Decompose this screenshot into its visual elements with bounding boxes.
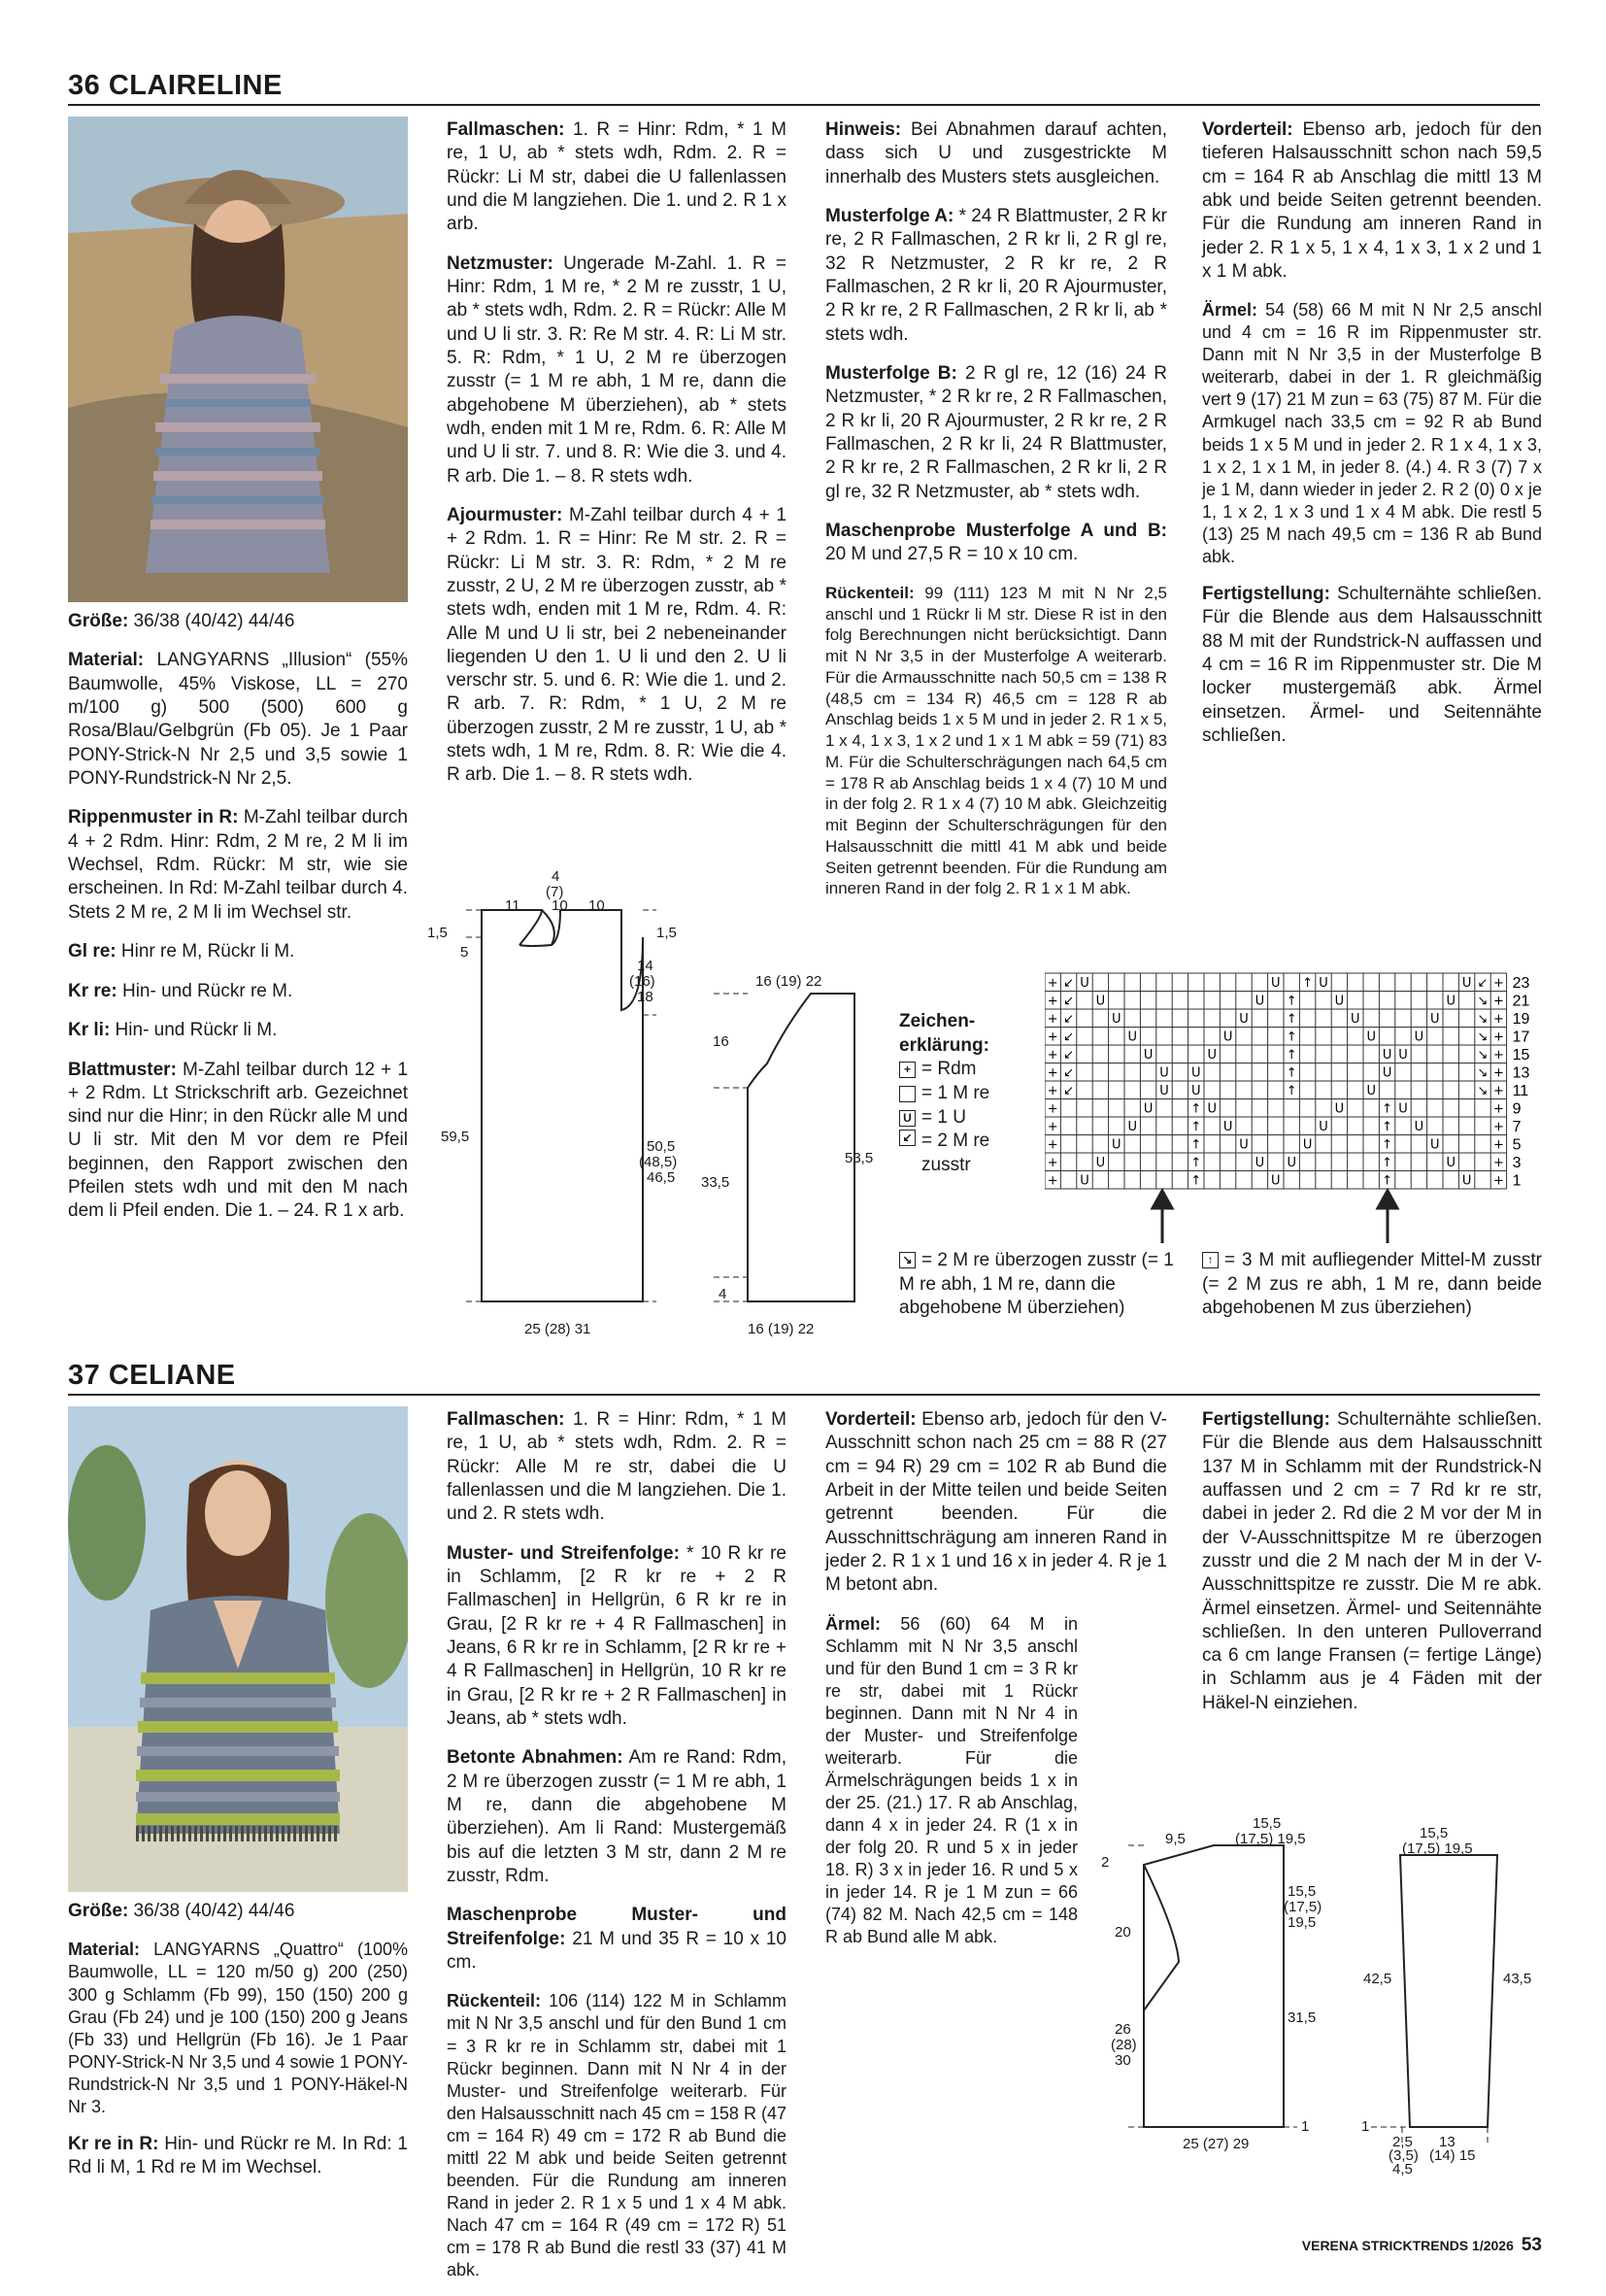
chart-stitch-symbol: U	[1207, 1101, 1217, 1117]
dim-label: 15,5	[1253, 1815, 1282, 1832]
chart-stitch-symbol: ↑	[1302, 975, 1314, 991]
chart-stitch-symbol: ↘	[1477, 1011, 1489, 1027]
betonte-abnahmen-37: Betonte Abnahmen: Am re Rand: Rdm, 2 M re überzogen zusstr (= 1 M re abh, 1 M re, dann die abgehobene M überziehen). Am li Rand: Mustergemäß bis auf die letzten 3 M str, dann 2 M re zusstr, Rdm.	[447, 1747, 786, 1886]
chart-stitch-symbol: ↙	[1063, 1047, 1075, 1063]
chart-stitch-symbol: U	[1159, 1083, 1169, 1098]
chart-stitch-symbol: ↑	[1190, 1101, 1202, 1117]
dim-label: 25 (27) 29	[1183, 2136, 1250, 2152]
chart-stitch-symbol: ↑	[1382, 1101, 1393, 1117]
chart-stitch-symbol: ↑	[1190, 1137, 1202, 1153]
chart-selvage-stitch: +	[1047, 1083, 1058, 1098]
chart-stitch-symbol: ↑	[1382, 1155, 1393, 1170]
column-37-2	[447, 1408, 786, 2296]
dim-label: 4	[552, 868, 560, 885]
chart-selvage-stitch: +	[1047, 975, 1058, 991]
column-36-3	[825, 118, 1167, 914]
blattmuster-36: Blattmuster: M-Zahl teilbar durch 12 + 1 + 2 Rdm. Lt Strickschrift arb. Gezeichnet sind nur die Hinr; in den Rückr alle M und U li str. Mit den M vor dem re Pfeil beginnen, den Rapport zwischen den Pfeilen stets wdh und mit den M nach dem li Pfeil enden. Die 1. – 24. R 1 x arb.	[68, 1059, 408, 1222]
page-footer	[1302, 2234, 1542, 2257]
sleeve-schematic-37	[1342, 1826, 1546, 2176]
chart-selvage-stitch: +	[1047, 1173, 1058, 1189]
chart-selvage-stitch: +	[1492, 1011, 1504, 1027]
chart-stitch-symbol: ↙	[1063, 1011, 1075, 1027]
chart-stitch-symbol: U	[1127, 1030, 1137, 1045]
material-37: Material: LANGYARNS „Quattro“ (100% Baumwolle, LL = 120 m/50 g) 200 (250) 300 g Schlamm (Fb 99), 150 (150) 200 g Grau (Fb 24) und je 100 (150) 200 g Jeans (Fb 33) und Hellgrün (Fb 16). Je 1 Paar PONY-Strick-N Nr 3,5 und 4 sowie 1 PONY-Rundstrick-N Nr 3,5 und 1 PONY-Häkel-N Nr 3.	[68, 1940, 408, 2116]
musterfolge-a-36: Musterfolge A: * 24 R Blattmuster, 2 R kr re, 2 R Fallmaschen, 2 R kr li, 2 R gl re, 32 R Netzmuster, 2 R kr re, 2 R Fallmaschen, 2 R kr li, 20 R Ajourmuster, 2 R kr re, 2 R Fallmaschen, 2 R kr li, ab * stets wdh.	[825, 206, 1167, 345]
dim-label: 33,5	[701, 1174, 730, 1191]
dim-label: 1,5	[656, 925, 677, 941]
chart-stitch-symbol: U	[1095, 1155, 1106, 1170]
chart-legend-36	[899, 1010, 1045, 1178]
knitting-chart-36	[1045, 971, 1559, 1200]
dim-label: 46,5	[647, 1169, 676, 1186]
aermel-37: Ärmel: 56 (60) 64 M in Schlamm mit N Nr 3,5 anschl und für den Bund 1 cm = 3 R kr re str, dabei mit 1 Rückr beginnen. Dann mit N Nr 4 in der Muster- und Streifenfolge weiterarb. Für die Ärmelschrägungen beids 1 x in der 25. (21.) 17. R ab Anschlag, dann 4 x in jeder 24. R (1 x in der folg 20. R und 5 x in jeder 18. R) 3 x in jeder 16. R und 5 x in jeder 14. R je 1 M zun = 66 (74) 82 M. Nach 42,5 cm = 148 R ab Bund alle M abk.	[825, 1613, 1078, 1947]
knitting-chart-grid	[1045, 971, 1559, 1200]
dim-label: 31,5	[1288, 2009, 1317, 2026]
chart-end-arrow-icon	[1373, 1187, 1402, 1245]
chart-stitch-symbol: U	[1446, 994, 1455, 1009]
chart-stitch-symbol: ↙	[1063, 1083, 1075, 1098]
chart-row-number: 5	[1512, 1136, 1522, 1154]
body-schematic-36	[427, 869, 719, 1345]
dim-label: 5	[460, 944, 469, 961]
chart-stitch-symbol: U	[1080, 975, 1089, 991]
chart-stitch-symbol: U	[1351, 1011, 1360, 1027]
legend-mittel: ↑ = 3 M mit aufliegender Mittel-M zusstr (= 2 M zus re abh, 1 M re, dann beide abgehobenen M zus überziehen)	[1202, 1250, 1542, 1319]
dim-label: 25 (28) 31	[524, 1321, 591, 1337]
chart-selvage-stitch: +	[1492, 1137, 1504, 1153]
dim-label: (17,5) 19,5	[1402, 1840, 1473, 1857]
chart-stitch-symbol: U	[1319, 1119, 1328, 1134]
chart-stitch-symbol: U	[1398, 1047, 1408, 1063]
groesse-36: Größe: 36/38 (40/42) 44/46	[68, 611, 295, 631]
chart-stitch-symbol: U	[1159, 1065, 1169, 1081]
chart-selvage-stitch: +	[1047, 1101, 1058, 1117]
chart-stitch-symbol: ↑	[1190, 1119, 1202, 1134]
chart-stitch-symbol: U	[1334, 1101, 1345, 1117]
chart-stitch-symbol: ↙	[1063, 1030, 1075, 1045]
dim-label: 16	[713, 1033, 729, 1050]
chart-stitch-symbol: U	[1334, 994, 1345, 1009]
chart-stitch-symbol: ↑	[1286, 1011, 1297, 1027]
kr-re-36: Kr re: Hin- und Rückr re M.	[68, 980, 293, 1001]
dim-label: 13	[1439, 2134, 1455, 2150]
body-schematic-37	[1089, 1815, 1322, 2152]
s2kpo-icon: ↑	[1202, 1252, 1219, 1268]
dim-label: 59,5	[441, 1129, 470, 1145]
chart-row-number: 1	[1512, 1172, 1522, 1190]
magazine-issue: VERENA STRICKTRENDS 1/2026	[1301, 2238, 1514, 2253]
chart-stitch-symbol: U	[1302, 1137, 1313, 1153]
dim-label: 9,5	[1165, 1831, 1186, 1847]
chart-stitch-symbol: ↘	[1477, 1047, 1489, 1063]
dim-label: (17,5)	[1284, 1899, 1322, 1915]
chart-stitch-symbol: U	[1222, 1119, 1233, 1134]
kr-li-36: Kr li: Hin- und Rückr li M.	[68, 1020, 278, 1041]
chart-stitch-symbol: ↑	[1286, 1030, 1297, 1045]
chart-stitch-symbol: U	[1191, 1083, 1201, 1098]
chart-stitch-symbol: U	[1112, 1011, 1121, 1027]
legend-title: Zeichen-erklärung:	[899, 1011, 989, 1056]
chart-selvage-stitch: +	[1047, 1065, 1058, 1081]
page-number: 53	[1521, 2235, 1542, 2255]
chart-row-number: 15	[1512, 1046, 1530, 1064]
rueckenteil-37: Rückenteil: 106 (114) 122 M in Schlamm mit N Nr 3,5 anschl und für den Bund 1 cm = 3 R kr re in Schlamm str, dabei mit 1 Rückr beginnen. Dann mit N Nr 4 in der Muster- und Streifenfolge weiterarb. Für den Halsausschnitt nach 45 cm = 158 R (47 cm = 164 R) 49 cm = 172 R ab Bund die mittl 22 M abk und beide Seiten getrennt beenden. Für die Rundung am inneren Rand in jeder 2. R 1 x 5 und 1 x 4 M abk. Nach 47 cm = 164 R (49 cm = 172 R) 51 cm = 178 R ab Bund die restl 33 (37) 41 M abk.	[447, 1991, 786, 2279]
chart-stitch-symbol: U	[1222, 1030, 1233, 1045]
chart-stitch-symbol: U	[1414, 1030, 1424, 1045]
chart-selvage-stitch: +	[1492, 1030, 1504, 1045]
pattern-title-36: 36 CLAIRELINE	[68, 70, 283, 101]
chart-stitch-symbol: U	[1319, 975, 1328, 991]
dim-label: 43,5	[1503, 1971, 1532, 1987]
chart-stitch-symbol: U	[1095, 994, 1106, 1009]
chart-row-number: 9	[1512, 1100, 1522, 1118]
chart-stitch-symbol: U	[1287, 1155, 1296, 1170]
chart-stitch-symbol: U	[1366, 1030, 1376, 1045]
gl-re-36: Gl re: Hinr re M, Rückr li M.	[68, 941, 295, 962]
fertigstellung-37: Fertigstellung: Schulternähte schließen. Für die Blende aus dem Halsausschnitt 137 M in Schlamm mit der Rundstrick-N auffassen und 2 cm = 7 Rd kr re str, dabei in jeder 2. Rd die 2 M vor der M in der V-Ausschnittspitze M re überzogen zusstr und die 2 M nach der M in der V-Ausschnittspitze re zusstr. Die M re abk. Ärmel einsetzen. Ärmel- und Seitennähte schließen. In den unteren Pulloverrand ca 6 cm lange Fransen (= fertige Länge) in Schlamm aus je 4 Fäden mit der Häkel-N einziehen.	[1202, 1409, 1542, 1713]
chart-stitch-symbol: ↑	[1190, 1155, 1202, 1170]
chart-stitch-symbol: U	[1255, 1155, 1265, 1170]
dim-label: 26	[1115, 2021, 1131, 2038]
chart-selvage-stitch: +	[1492, 1047, 1504, 1063]
dim-label: (17,5) 19,5	[1235, 1831, 1306, 1847]
dim-label: 15,5	[1420, 1825, 1449, 1841]
chart-stitch-symbol: U	[1271, 1173, 1281, 1189]
yarn-over-icon: U	[899, 1110, 916, 1127]
dim-label: 4,5	[1392, 2161, 1413, 2178]
chart-stitch-symbol: U	[1255, 994, 1265, 1009]
chart-stitch-symbol: U	[1398, 1101, 1408, 1117]
chart-selvage-stitch: +	[1492, 994, 1504, 1009]
maschenprobe-37: Maschenprobe Muster- und Streifenfolge: 21 M und 35 R = 10 x 10 cm.	[447, 1905, 786, 1973]
chart-selvage-stitch: +	[1047, 1155, 1058, 1170]
chart-stitch-symbol: ↘	[1477, 1030, 1489, 1045]
chart-stitch-symbol: ↑	[1286, 1065, 1297, 1081]
column-37-4	[1202, 1408, 1542, 1731]
dim-label: 1	[1361, 2118, 1370, 2135]
groesse-37: Größe: 36/38 (40/42) 44/46	[68, 1901, 295, 1921]
dim-label: (16)	[629, 973, 655, 990]
legend-re: = 1 M re	[899, 1082, 1045, 1106]
column-36-1	[68, 610, 408, 1239]
title-rule-37	[68, 1394, 1540, 1396]
netzmuster-36: Netzmuster: Ungerade M-Zahl. 1. R = Hinr: Rdm, 1 M re, * 2 M re zusstr, 1 U, ab * stets wdh, Rdm. 2. R = Rückr: Alle M und U li str. 3. R: Re M str. 4. R: Li M str. 5. R: Rdm, * 1 U, 2 M re überzogen zusstr (= 1 M re abh, 1 M re, dann die abgehobene M überziehen), ab * stets wdh, enden mit 1 M re, Rdm. 6. R: Alle M und U li str. 7. und 8. R: Wie die 3. und 4. R arb. Die 1. – 8. R stets wdh.	[447, 253, 786, 487]
rueckenteil-36: Rückenteil: 99 (111) 123 M mit N Nr 2,5 anschl und 1 Rückr li M str. Diese R ist in den folg Berechnungen nicht berücksichtigt. Dann mit N Nr 3,5 in der Musterfolge A weiterarb. Für die Armausschnitte nach 50,5 cm = 138 R (48,5 cm = 134 R) 46,5 cm = 128 R ab Anschlag beids 1 x 5 M und in jeder 2. R 1 x 5, 1 x 4, 1 x 3, 1 x 2 und 1 x 1 M abk = 59 (71) 83 M. Für die Schulterschrägungen nach 64,5 cm = 178 R ab Anschlag beids 1 x 4 (7) 10 M und in der folg 2. R 1 x 4 (7) 10 M abk. Gleichzeitig mit Beginn der Schulterschrägungen für den Halsausschnitt die mittl 41 M abk und beide Seiten getrennt beenden. Für die Rundung am inneren Rand in der folg 2. R 1 x 1 M abk.	[825, 583, 1168, 898]
chart-stitch-symbol: U	[1271, 975, 1281, 991]
musterfolge-b-36: Musterfolge B: 2 R gl re, 12 (16) 24 R Netzmuster, * 2 R kr re, 2 R Fallmaschen, 2 R kr li, 20 R Ajourmuster, 2 R kr re, 2 R Fallmaschen, 2 R kr li, 24 R Blattmuster, 2 R kr re, 2 R Fallmaschen, 2 R kr li, 2 R gl re, 32 R Netzmuster, ab * stets wdh.	[825, 363, 1167, 502]
dim-label: 1	[1301, 2118, 1310, 2135]
legend-u: U = 1 U	[899, 1106, 1045, 1131]
chart-stitch-symbol: ↘	[1477, 1065, 1489, 1081]
chart-stitch-symbol: ↑	[1190, 1173, 1202, 1189]
chart-stitch-symbol: ↙	[1477, 975, 1489, 991]
dim-label: 30	[1115, 2052, 1131, 2069]
chart-stitch-symbol: U	[1461, 1173, 1472, 1189]
dim-label: (7)	[546, 884, 564, 900]
fallmaschen-37: Fallmaschen: 1. R = Hinr: Rdm, * 1 M re, 1 U, ab * stets wdh, Rdm. 2. R = Rückr: Alle M re str, dabei die U fallenlassen und die M langziehen. Die 1. und 2. R stets wdh.	[447, 1409, 786, 1525]
dim-label: (3,5)	[1389, 2147, 1419, 2164]
hinweis-36: Hinweis: Bei Abnahmen darauf achten, dass sich U und zusgestrickte M innerhalb des Musters stets ausgleichen.	[825, 119, 1167, 187]
dim-label: 11	[505, 897, 520, 914]
chart-selvage-stitch: +	[1047, 1047, 1058, 1063]
chart-selvage-stitch: +	[1492, 975, 1504, 991]
dim-label: 16 (19) 22	[748, 1321, 815, 1337]
column-36-4	[1202, 118, 1542, 763]
legend-rdm: + = Rdm	[899, 1058, 1045, 1082]
chart-row-number: 3	[1512, 1154, 1522, 1171]
column-37-1	[68, 1900, 408, 2196]
chart-stitch-symbol: U	[1112, 1137, 1121, 1153]
chart-stitch-symbol: U	[1382, 1047, 1392, 1063]
dim-label: 10	[588, 897, 605, 914]
chart-stitch-symbol: ↘	[1477, 994, 1489, 1009]
aermel-36: Ärmel: 54 (58) 66 M mit N Nr 2,5 anschl und 4 cm = 16 R im Rippenmuster str. Dann mit N Nr 3,5 in der Musterfolge B weiterarb, dabei in der 1. R gleichmäßig vert 9 (17) 21 M zun = 63 (75) 87 M. Für die Armkugel nach 33,5 cm = 92 R ab Bund beids 1 x 5 M und in jeder 2. R 1 x 4, 1 x 3, 1 x 2, 1 x 1 M, in jeder 8. (4.) 4. R 3 (7) 7 x je 1 M, dann wieder in jeder 2. R 2 (0) 0 x je 1, 1 x 2, 1 x 3 und 1 x 4 M abk. Die restl 5 (13) 25 M nach 49,5 cm = 136 R ab Bund abk.	[1202, 300, 1542, 566]
dim-label: 14	[637, 958, 653, 974]
chart-stitch-symbol: ↑	[1286, 1047, 1297, 1063]
chart-row-number: 19	[1512, 1010, 1530, 1028]
k2tog-icon: ↙	[899, 1130, 916, 1146]
model-photo-37	[68, 1406, 408, 1892]
chart-selvage-stitch: +	[1492, 1119, 1504, 1134]
dim-label: (14) 15	[1429, 2147, 1476, 2164]
kr-re-37: Kr re in R: Hin- und Rückr re M. In Rd: 1 Rd li M, 1 Rd re M im Wechsel.	[68, 2134, 408, 2178]
legend-ueberzogen: ↘ = 2 M re überzogen zusstr (= 1 M re abh, 1 M re, dann die abgehobene M überziehen)	[899, 1250, 1174, 1319]
material-36: Material: LANGYARNS „Illusion“ (55% Baumwolle, 45% Viskose, LL = 270 m/100 g) 500 (500) 600 g Rosa/Blau/Gelbgrün (Fb 05). Je 1 Paar PONY-Strick-N Nr 2,5 und 3,5 sowie 1 PONY-Rundstrick-N Nr 2,5.	[68, 650, 408, 790]
ajourmuster-36: Ajourmuster: M-Zahl teilbar durch 4 + 1 + 2 Rdm. 1. R = Hinr: Re M str. 2. R = Rückr: Li M str. 3. R: Rdm, * 2 M re zusstr, 2 U, 2 M re überzogen zusstr, ab * stets wdh, enden mit 1 M re, Rdm. 4. R: Alle M und U li str, bei 2 nebeneinander liegenden U den 1. U li und den 2. U li verschr str. 5. und 6. R: Wie die 1. und 2. R arb. 7. R: Rdm, * 1 U, 2 M re überzogen zusstr, 2 M re zusstr, 1 U, ab * stets wdh, 1 M re, Rdm. 8. R: Wie die 4. R arb. Die 1. – 8. R stets wdh.	[447, 504, 786, 786]
dim-label: 10	[552, 897, 568, 914]
chart-selvage-stitch: +	[1492, 1065, 1504, 1081]
chart-stitch-symbol: ↘	[1477, 1083, 1489, 1098]
selvage-icon: +	[899, 1062, 916, 1078]
model-photo-36	[68, 117, 408, 602]
dim-label: 16 (19) 22	[755, 973, 822, 990]
dim-label: 1,5	[427, 925, 448, 941]
chart-stitch-symbol: ↙	[1063, 994, 1075, 1009]
dim-label: 15,5	[1288, 1883, 1317, 1900]
chart-selvage-stitch: +	[1492, 1173, 1504, 1189]
dim-label: 4	[719, 1286, 727, 1302]
chart-row-number: 11	[1512, 1082, 1529, 1099]
chart-selvage-stitch: +	[1047, 1011, 1058, 1027]
chart-stitch-symbol: U	[1143, 1047, 1154, 1063]
dim-label: 50,5	[647, 1138, 676, 1155]
fallmaschen-36: Fallmaschen: 1. R = Hinr: Rdm, * 1 M re, 1 U, ab * stets wdh, Rdm. 2. R = Rückr: Li M str, dabei die U fallenlassen und die M langziehen. Die 1. und 2. R 1 x arb.	[447, 119, 786, 235]
chart-stitch-symbol: U	[1430, 1011, 1440, 1027]
chart-stitch-symbol: ↑	[1382, 1119, 1393, 1134]
chart-stitch-symbol: U	[1207, 1047, 1217, 1063]
dim-label: 2	[1101, 1854, 1110, 1871]
chart-selvage-stitch: +	[1492, 1101, 1504, 1117]
chart-stitch-symbol: U	[1127, 1119, 1137, 1134]
chart-selvage-stitch: +	[1047, 1119, 1058, 1134]
chart-stitch-symbol: ↙	[1063, 975, 1075, 991]
chart-stitch-symbol: U	[1446, 1155, 1455, 1170]
chart-selvage-stitch: +	[1047, 994, 1058, 1009]
chart-row-number: 13	[1512, 1064, 1530, 1082]
chart-stitch-symbol: U	[1191, 1065, 1201, 1081]
chart-row-number: 17	[1512, 1029, 1530, 1046]
skpo-icon: ↘	[899, 1252, 916, 1268]
chart-stitch-symbol: U	[1239, 1011, 1249, 1027]
rippenmuster-36: Rippenmuster in R: M-Zahl teilbar durch 4 + 2 Rdm. Hinr: Rdm, 2 M re, 2 M li im Wechsel, Rdm. Rückr: M str, wie sie erscheinen. In Rd: M-Zahl teilbar durch 4. Stets 2 M re, 2 M li im Wechsel str.	[68, 807, 409, 923]
chart-selvage-stitch: +	[1492, 1083, 1504, 1098]
dim-label: 53,5	[845, 1150, 874, 1166]
sleeve-schematic-36	[689, 966, 893, 1345]
chart-stitch-symbol: U	[1414, 1119, 1424, 1134]
chart-stitch-symbol: ↑	[1382, 1137, 1393, 1153]
chart-stitch-symbol: U	[1080, 1173, 1089, 1189]
maschenprobe-36: Maschenprobe Musterfolge A und B: 20 M und 27,5 R = 10 x 10 cm.	[825, 521, 1167, 565]
dim-label: 18	[637, 989, 653, 1005]
chart-stitch-symbol: ↙	[1063, 1065, 1075, 1081]
chart-stitch-symbol: ↑	[1286, 994, 1297, 1009]
chart-stitch-symbol: U	[1382, 1065, 1392, 1081]
pattern-title-37: 37 CELIANE	[68, 1360, 236, 1391]
chart-row-number: 23	[1512, 974, 1530, 992]
chart-selvage-stitch: +	[1492, 1155, 1504, 1170]
chart-stitch-symbol: U	[1366, 1083, 1376, 1098]
chart-stitch-symbol: ↑	[1382, 1173, 1393, 1189]
dim-label: 20	[1115, 1924, 1131, 1941]
chart-stitch-symbol: U	[1143, 1101, 1154, 1117]
fertigstellung-36: Fertigstellung: Schulternähte schließen. Für die Blende aus dem Halsausschnitt 88 M mit der Rundstrick-N auffassen und 4 cm = 16 R im Rippenmuster str. Die M locker mustergemäß abk. Ärmel einsetzen. Ärmel- und Seitennähte schließen.	[1202, 584, 1542, 746]
chart-stitch-symbol: ↑	[1286, 1083, 1297, 1098]
knit-icon	[899, 1086, 916, 1102]
legend-zusstr: ↙ = 2 M re zusstr	[899, 1130, 1045, 1177]
chart-stitch-symbol: U	[1239, 1137, 1249, 1153]
chart-start-arrow-icon	[1148, 1187, 1177, 1245]
dim-label: 42,5	[1363, 1971, 1392, 1987]
dim-label: (48,5)	[639, 1154, 678, 1170]
chart-selvage-stitch: +	[1047, 1137, 1058, 1153]
title-rule-36	[68, 104, 1540, 106]
dim-label: 19,5	[1288, 1914, 1317, 1931]
chart-selvage-stitch: +	[1047, 1030, 1058, 1045]
chart-row-number: 21	[1512, 993, 1530, 1010]
chart-stitch-symbol: U	[1461, 975, 1472, 991]
dim-label: (28)	[1111, 2037, 1137, 2053]
vorderteil-36: Vorderteil: Ebenso arb, jedoch für den tieferen Halsausschnitt schon nach 59,5 cm = 164 R ab Anschlag die mittl 13 M abk und beide Seiten getrennt beenden. Für die Rundung am inneren Rand in jeder 2. R 1 x 5, 1 x 4, 1 x 3, 1 x 2 und 1 x 1 M abk.	[1202, 119, 1542, 282]
streifenfolge-37: Muster- und Streifenfolge: * 10 R kr re in Schlamm, [2 R kr re + 2 R Fallmaschen] in Hellgrün, 6 R kr re in Grau, [2 R kr re + 4 R Fallmaschen] in Jeans, 6 R kr re in Schlamm, [2 R kr re + 4 R Fallmaschen] in Hellgrün, 10 R kr re in Grau, [2 R kr re + 2 R Fallmaschen] in Jeans, ab * stets wdh.	[447, 1542, 786, 1729]
chart-row-number: 7	[1512, 1118, 1522, 1135]
chart-stitch-symbol: U	[1430, 1137, 1440, 1153]
vorderteil-37: Vorderteil: Ebenso arb, jedoch für den V-Ausschnitt schon nach 25 cm = 88 R (27 cm = 94 R) 29 cm = 102 R ab Bund die Arbeit in der Mitte teilen und beide Seiten getrennt beenden. Für die Ausschnittschrägung am inneren Rand in jeder 2. R 1 x 1 und 16 x in jeder 4. R je 1 M betont abn.	[825, 1409, 1167, 1596]
column-36-2	[447, 118, 786, 803]
dim-label: 2,5	[1392, 2134, 1413, 2150]
